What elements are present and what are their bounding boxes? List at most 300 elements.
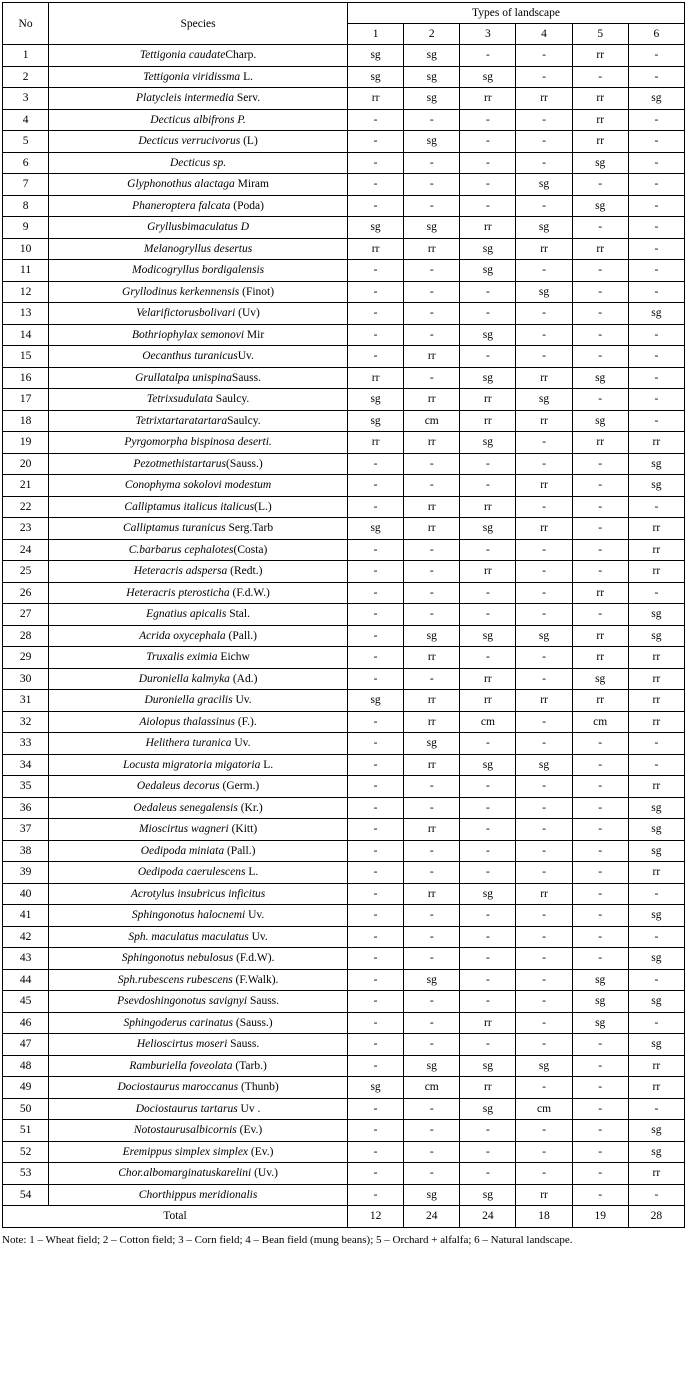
species-author: (Ev.) — [248, 1145, 274, 1158]
landscape-4-cell: - — [516, 604, 572, 626]
row-number: 24 — [3, 539, 49, 561]
landscape-6-cell: sg — [628, 453, 684, 475]
landscape-4-cell: - — [516, 926, 572, 948]
table-row — [3, 410, 685, 432]
row-number: 3 — [3, 88, 49, 110]
landscape-2-cell: rr — [404, 711, 460, 733]
landscape-2-cell: - — [404, 604, 460, 626]
species-name — [49, 1055, 348, 1077]
landscape-2-cell: - — [404, 668, 460, 690]
landscape-5-cell: - — [572, 776, 628, 798]
landscape-1-cell: - — [348, 862, 404, 884]
landscape-2-cell: rr — [404, 432, 460, 454]
landscape-4-cell: sg — [516, 217, 572, 239]
species-binomial: Gryllodinus kerkennensis — [122, 285, 240, 298]
species-author: (F.d.W.) — [229, 586, 270, 599]
table-row — [3, 582, 685, 604]
row-number: 51 — [3, 1120, 49, 1142]
landscape-3-cell: sg — [460, 66, 516, 88]
landscape-6-cell: sg — [628, 948, 684, 970]
landscape-4-cell: - — [516, 539, 572, 561]
landscape-6-cell: - — [628, 1098, 684, 1120]
landscape-1-cell: - — [348, 905, 404, 927]
species-name — [49, 410, 348, 432]
landscape-1-cell: - — [348, 1055, 404, 1077]
table-row — [3, 131, 685, 153]
row-number: 28 — [3, 625, 49, 647]
landscape-5-cell: sg — [572, 367, 628, 389]
landscape-5-cell: sg — [572, 410, 628, 432]
species-name — [49, 238, 348, 260]
species-name — [49, 1184, 348, 1206]
species-name — [49, 711, 348, 733]
species-name — [49, 625, 348, 647]
row-number: 22 — [3, 496, 49, 518]
landscape-4-cell: - — [516, 496, 572, 518]
landscape-2-cell: - — [404, 260, 460, 282]
landscape-5-cell: rr — [572, 432, 628, 454]
landscape-1-cell: sg — [348, 217, 404, 239]
species-name — [49, 561, 348, 583]
table-row — [3, 1120, 685, 1142]
table-row — [3, 625, 685, 647]
landscape-5-cell: - — [572, 1098, 628, 1120]
species-name — [49, 475, 348, 497]
landscape-3-cell: - — [460, 604, 516, 626]
landscape-1-cell: - — [348, 733, 404, 755]
landscape-5-cell: - — [572, 496, 628, 518]
landscape-5-cell: - — [572, 174, 628, 196]
landscape-4-cell: sg — [516, 389, 572, 411]
table-footer — [3, 1206, 685, 1228]
species-binomial: Chor.albomarginatuskarelini — [118, 1167, 252, 1179]
landscape-1-cell: - — [348, 819, 404, 841]
landscape-5-cell: - — [572, 1141, 628, 1163]
landscape-3-cell: - — [460, 45, 516, 67]
landscape-3-cell: cm — [460, 711, 516, 733]
landscape-1-cell: sg — [348, 690, 404, 712]
landscape-6-cell: - — [628, 281, 684, 303]
landscape-3-cell: - — [460, 840, 516, 862]
landscape-1-cell: - — [348, 109, 404, 131]
species-name — [49, 367, 348, 389]
species-name — [49, 690, 348, 712]
landscape-2-cell: - — [404, 948, 460, 970]
landscape-5-cell: rr — [572, 45, 628, 67]
species-name — [49, 797, 348, 819]
landscape-4-cell: - — [516, 195, 572, 217]
landscape-2-cell: sg — [404, 45, 460, 67]
species-name — [49, 582, 348, 604]
landscape-4-cell: - — [516, 969, 572, 991]
landscape-3-cell: - — [460, 776, 516, 798]
species-binomial: Ramburiella foveolata — [129, 1059, 233, 1072]
species-binomial: Gryllusbimaculatus D — [147, 221, 250, 233]
landscape-6-cell: rr — [628, 1055, 684, 1077]
landscape-5-cell: - — [572, 604, 628, 626]
species-binomial: Oecanthus turanicus — [142, 350, 238, 362]
landscape-3-cell: sg — [460, 432, 516, 454]
landscape-3-cell: rr — [460, 496, 516, 518]
landscape-2-cell: sg — [404, 625, 460, 647]
landscape-5-cell: - — [572, 1055, 628, 1077]
landscape-1-cell: sg — [348, 45, 404, 67]
landscape-2-cell: rr — [404, 647, 460, 669]
landscape-3-cell: - — [460, 195, 516, 217]
table-row — [3, 561, 685, 583]
species-name — [49, 1098, 348, 1120]
species-name — [49, 195, 348, 217]
landscape-1-cell: - — [348, 539, 404, 561]
table-row — [3, 217, 685, 239]
landscape-2-cell: rr — [404, 883, 460, 905]
species-name — [49, 88, 348, 110]
species-author: Serg.Tarb — [225, 522, 274, 534]
landscape-4-cell: - — [516, 1012, 572, 1034]
landscape-6-cell: sg — [628, 1034, 684, 1056]
landscape-4-cell: - — [516, 432, 572, 454]
landscape-2-cell: rr — [404, 238, 460, 260]
landscape-4-cell: cm — [516, 1098, 572, 1120]
landscape-6-cell: sg — [628, 475, 684, 497]
landscape-5-cell: rr — [572, 625, 628, 647]
row-number: 25 — [3, 561, 49, 583]
row-number: 52 — [3, 1141, 49, 1163]
landscape-4-cell: sg — [516, 174, 572, 196]
species-binomial: Dociostaurus maroccanus — [117, 1081, 239, 1093]
landscape-5-cell: - — [572, 797, 628, 819]
species-author: L. — [260, 758, 274, 771]
species-author: L. — [245, 866, 259, 878]
landscape-3-cell: rr — [460, 389, 516, 411]
landscape-1-cell: - — [348, 1012, 404, 1034]
landscape-3-cell: rr — [460, 1012, 516, 1034]
species-binomial: Truxalis eximia — [146, 651, 218, 663]
row-number: 30 — [3, 668, 49, 690]
table-row — [3, 819, 685, 841]
landscape-1-cell: sg — [348, 66, 404, 88]
landscape-4-cell: rr — [516, 88, 572, 110]
row-number: 44 — [3, 969, 49, 991]
species-binomial: Melanogryllus desertus — [143, 242, 253, 255]
species-name — [49, 668, 348, 690]
table-row — [3, 475, 685, 497]
landscape-4-cell: rr — [516, 367, 572, 389]
landscape-5-cell: - — [572, 389, 628, 411]
species-binomial: Tettigonia viridissma — [143, 70, 241, 83]
species-binomial: Acrida oxycephala — [139, 629, 226, 642]
table-row — [3, 324, 685, 346]
species-binomial: Heteracris pterosticha — [126, 586, 230, 599]
species-author: (Poda) — [230, 199, 264, 212]
landscape-5-cell: - — [572, 926, 628, 948]
species-author: (Thunb) — [238, 1081, 279, 1093]
species-binomial: Sphingonotus nebulosus — [121, 952, 234, 964]
landscape-4-cell: - — [516, 1141, 572, 1163]
total-cell: 19 — [572, 1206, 628, 1228]
landscape-2-cell: - — [404, 561, 460, 583]
row-number: 7 — [3, 174, 49, 196]
landscape-1-cell: - — [348, 797, 404, 819]
landscape-1-cell: - — [348, 647, 404, 669]
landscape-2-cell: sg — [404, 217, 460, 239]
table-note: Note: 1 – Wheat field; 2 – Cotton field; 3 – Corn field; 4 – Bean field (mung beans); 5 – Orchard + alfalfa; 6 – Natural landscape. — [2, 1233, 573, 1246]
landscape-2-cell: cm — [404, 1077, 460, 1099]
row-number: 54 — [3, 1184, 49, 1206]
table-row — [3, 840, 685, 862]
species-binomial: Dociostaurus tartarus — [135, 1102, 238, 1115]
species-author: (Sauss.) — [226, 457, 263, 470]
table-row — [3, 539, 685, 561]
landscape-5-cell: - — [572, 733, 628, 755]
landscape-4-cell: - — [516, 561, 572, 583]
landscape-4-cell: - — [516, 109, 572, 131]
document-page — [0, 2, 693, 1246]
landscape-4-cell: - — [516, 668, 572, 690]
row-number: 13 — [3, 303, 49, 325]
species-name — [49, 1077, 348, 1099]
landscape-5-cell: - — [572, 475, 628, 497]
species-author: Serv. — [234, 92, 261, 104]
landscape-3-cell: - — [460, 797, 516, 819]
landscape-2-cell: - — [404, 862, 460, 884]
landscape-2-cell: - — [404, 1163, 460, 1185]
row-number: 39 — [3, 862, 49, 884]
species-author: (Germ.) — [219, 780, 260, 792]
landscape-1-cell: - — [348, 1120, 404, 1142]
landscape-5-cell: sg — [572, 969, 628, 991]
species-author: (Pall.) — [224, 844, 256, 857]
landscape-6-cell: rr — [628, 711, 684, 733]
landscape-6-cell: - — [628, 109, 684, 131]
landscape-6-cell: rr — [628, 561, 684, 583]
landscape-1-cell: - — [348, 260, 404, 282]
species-name — [49, 496, 348, 518]
species-binomial: Tetrixtartaratartara — [135, 414, 228, 427]
species-binomial: Chorthippus meridionalis — [138, 1188, 258, 1201]
landscape-4-cell: - — [516, 797, 572, 819]
species-author: Uv. — [245, 909, 265, 921]
species-author: Sauss. — [227, 1038, 260, 1050]
landscape-3-cell: - — [460, 733, 516, 755]
landscape-6-cell: - — [628, 1184, 684, 1206]
row-number: 18 — [3, 410, 49, 432]
landscape-6-cell: - — [628, 45, 684, 67]
landscape-2-cell: sg — [404, 733, 460, 755]
species-author: Sauss. — [231, 371, 261, 384]
table-row — [3, 45, 685, 67]
landscape-1-cell: - — [348, 776, 404, 798]
landscape-5-cell: - — [572, 324, 628, 346]
table-row — [3, 969, 685, 991]
table-row — [3, 647, 685, 669]
table-row — [3, 797, 685, 819]
landscape-5-cell: - — [572, 260, 628, 282]
species-name — [49, 1163, 348, 1185]
landscape-3-cell: - — [460, 1141, 516, 1163]
header-col-5: 5 — [572, 24, 628, 45]
species-binomial: Sphingoderus carinatus — [123, 1016, 234, 1029]
species-name — [49, 217, 348, 239]
landscape-1-cell: sg — [348, 1077, 404, 1099]
landscape-4-cell: - — [516, 733, 572, 755]
species-binomial: Tettigonia caudate — [139, 49, 226, 61]
species-name — [49, 66, 348, 88]
species-binomial: Psevdoshingonotus savignyi — [117, 995, 248, 1007]
landscape-6-cell: - — [628, 1012, 684, 1034]
landscape-5-cell: sg — [572, 195, 628, 217]
table-row — [3, 152, 685, 174]
species-name — [49, 883, 348, 905]
species-author: Eichw — [217, 651, 250, 663]
species-binomial: Eremippus simplex simplex — [122, 1145, 249, 1158]
table-row — [3, 776, 685, 798]
landscape-5-cell: - — [572, 346, 628, 368]
landscape-2-cell: sg — [404, 131, 460, 153]
species-name — [49, 991, 348, 1013]
species-binomial: Helioscirtus moseri — [136, 1038, 228, 1050]
landscape-1-cell: - — [348, 152, 404, 174]
species-binomial: Duroniella gracilis — [144, 694, 233, 706]
landscape-6-cell: - — [628, 496, 684, 518]
landscape-5-cell: rr — [572, 131, 628, 153]
landscape-6-cell: - — [628, 238, 684, 260]
landscape-3-cell: sg — [460, 367, 516, 389]
species-name — [49, 1012, 348, 1034]
total-row — [3, 1206, 685, 1228]
landscape-2-cell: - — [404, 905, 460, 927]
species-name — [49, 1141, 348, 1163]
species-name — [49, 926, 348, 948]
landscape-2-cell: rr — [404, 496, 460, 518]
species-name — [49, 432, 348, 454]
table-row — [3, 883, 685, 905]
row-number: 32 — [3, 711, 49, 733]
row-number: 48 — [3, 1055, 49, 1077]
landscape-6-cell: rr — [628, 518, 684, 540]
landscape-3-cell: - — [460, 475, 516, 497]
landscape-3-cell: rr — [460, 690, 516, 712]
landscape-2-cell: rr — [404, 389, 460, 411]
landscape-6-cell: sg — [628, 797, 684, 819]
landscape-5-cell: rr — [572, 88, 628, 110]
landscape-4-cell: - — [516, 66, 572, 88]
row-number: 36 — [3, 797, 49, 819]
species-name — [49, 131, 348, 153]
landscape-3-cell: - — [460, 1163, 516, 1185]
landscape-6-cell: sg — [628, 1120, 684, 1142]
landscape-6-cell: - — [628, 346, 684, 368]
species-name — [49, 969, 348, 991]
species-author: (Kitt) — [228, 823, 258, 835]
landscape-2-cell: rr — [404, 518, 460, 540]
landscape-6-cell: - — [628, 367, 684, 389]
landscape-3-cell: sg — [460, 1098, 516, 1120]
landscape-6-cell: - — [628, 66, 684, 88]
species-author: Uv . — [237, 1102, 261, 1115]
row-number: 46 — [3, 1012, 49, 1034]
header-col-1: 1 — [348, 24, 404, 45]
table-row — [3, 926, 685, 948]
species-binomial: Sph. maculatus maculatus — [128, 930, 249, 943]
landscape-5-cell: - — [572, 905, 628, 927]
header-col-3: 3 — [460, 24, 516, 45]
header-species: Species — [49, 3, 348, 45]
landscape-3-cell: sg — [460, 324, 516, 346]
species-binomial: Sph.rubescens rubescens — [117, 973, 233, 986]
header-col-6: 6 — [628, 24, 684, 45]
landscape-5-cell: - — [572, 1077, 628, 1099]
landscape-4-cell: - — [516, 346, 572, 368]
landscape-6-cell: - — [628, 754, 684, 776]
landscape-5-cell: - — [572, 66, 628, 88]
landscape-2-cell: - — [404, 797, 460, 819]
species-author: (Uv) — [235, 307, 260, 319]
table-row — [3, 260, 685, 282]
landscape-3-cell: - — [460, 174, 516, 196]
landscape-4-cell: - — [516, 948, 572, 970]
species-binomial: Bothriophylax semonovi — [131, 328, 245, 341]
landscape-3-cell: rr — [460, 668, 516, 690]
species-binomial: Aiolopus thalassinus — [139, 715, 235, 728]
species-author: Saulcy. — [227, 414, 261, 427]
header-col-2: 2 — [404, 24, 460, 45]
table-row — [3, 518, 685, 540]
species-author: Uv. — [231, 737, 251, 749]
landscape-6-cell: rr — [628, 862, 684, 884]
landscape-3-cell: - — [460, 862, 516, 884]
table-row — [3, 1055, 685, 1077]
row-number: 6 — [3, 152, 49, 174]
total-cell: 18 — [516, 1206, 572, 1228]
species-author: Stal. — [226, 608, 250, 620]
landscape-3-cell: sg — [460, 754, 516, 776]
landscape-6-cell: rr — [628, 776, 684, 798]
landscape-3-cell: - — [460, 582, 516, 604]
landscape-3-cell: - — [460, 969, 516, 991]
row-number: 14 — [3, 324, 49, 346]
species-binomial: Helithera turanica — [145, 737, 232, 749]
species-author: (Finot) — [239, 285, 275, 298]
landscape-4-cell: - — [516, 840, 572, 862]
total-label: Total — [3, 1206, 348, 1228]
total-cell: 12 — [348, 1206, 404, 1228]
landscape-1-cell: sg — [348, 410, 404, 432]
landscape-4-cell: - — [516, 776, 572, 798]
landscape-2-cell: - — [404, 303, 460, 325]
landscape-6-cell: - — [628, 389, 684, 411]
landscape-1-cell: - — [348, 131, 404, 153]
species-binomial: Oedaleus decorus — [136, 780, 220, 792]
row-number: 47 — [3, 1034, 49, 1056]
species-author: L. — [240, 70, 253, 83]
landscape-6-cell: rr — [628, 432, 684, 454]
landscape-5-cell: - — [572, 561, 628, 583]
landscape-4-cell: - — [516, 1077, 572, 1099]
row-number: 23 — [3, 518, 49, 540]
landscape-1-cell: - — [348, 1184, 404, 1206]
table-row — [3, 109, 685, 131]
landscape-1-cell: - — [348, 668, 404, 690]
table-row — [3, 668, 685, 690]
landscape-2-cell: rr — [404, 690, 460, 712]
table-row — [3, 991, 685, 1013]
species-binomial: Pyrgomorpha bispinosa deserti. — [124, 436, 272, 448]
landscape-3-cell: - — [460, 1120, 516, 1142]
landscape-1-cell: rr — [348, 238, 404, 260]
landscape-5-cell: - — [572, 281, 628, 303]
species-binomial: Modicogryllus bordigalensis — [131, 264, 265, 276]
